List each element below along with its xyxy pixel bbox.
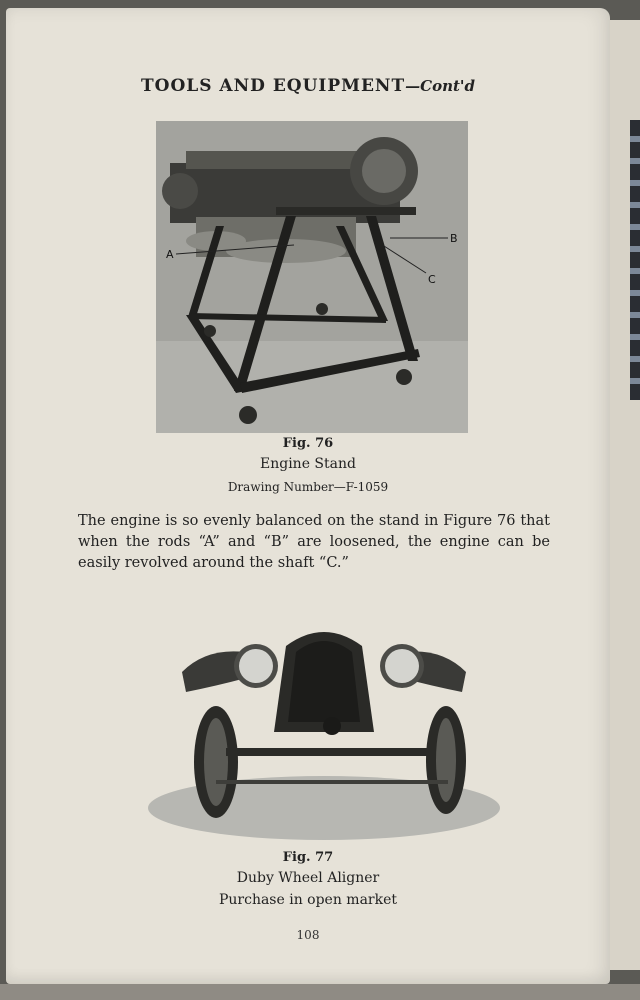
label-a: A <box>166 248 174 261</box>
book-bottom-edge <box>0 984 640 1000</box>
label-b: B <box>450 232 458 245</box>
figure-76-engine-stand-photo <box>156 121 468 433</box>
figure-77-wheel-aligner-photo <box>146 612 502 844</box>
figure-77-note: Purchase in open market <box>218 892 398 908</box>
body-paragraph: The engine is so evenly balanced on the stand in Figure 76 that when the rods “A” and “B” are loosened, the engine can be easily revolved around the shaft “C.” <box>78 513 550 571</box>
page-title-main: TOOLS AND EQUIPMENT <box>141 76 406 96</box>
page-number: 108 <box>296 928 320 942</box>
figure-76-number: Fig. 76 <box>282 436 334 451</box>
label-c: C <box>428 273 436 286</box>
figure-77-name: Duby Wheel Aligner <box>236 870 380 886</box>
book-page <box>6 8 610 984</box>
figure-77-number: Fig. 77 <box>282 850 334 865</box>
figure-76-drawing-number: Drawing Number—F-1059 <box>227 480 389 494</box>
figure-76-name: Engine Stand <box>260 456 356 472</box>
page-title <box>6 76 610 96</box>
adjacent-page-edge <box>608 20 640 970</box>
adjacent-page-print <box>630 120 640 400</box>
wheel-aligner-illustration <box>146 612 502 844</box>
engine-stand-illustration <box>156 121 468 433</box>
page-title-suffix: —Cont'd <box>405 77 475 95</box>
